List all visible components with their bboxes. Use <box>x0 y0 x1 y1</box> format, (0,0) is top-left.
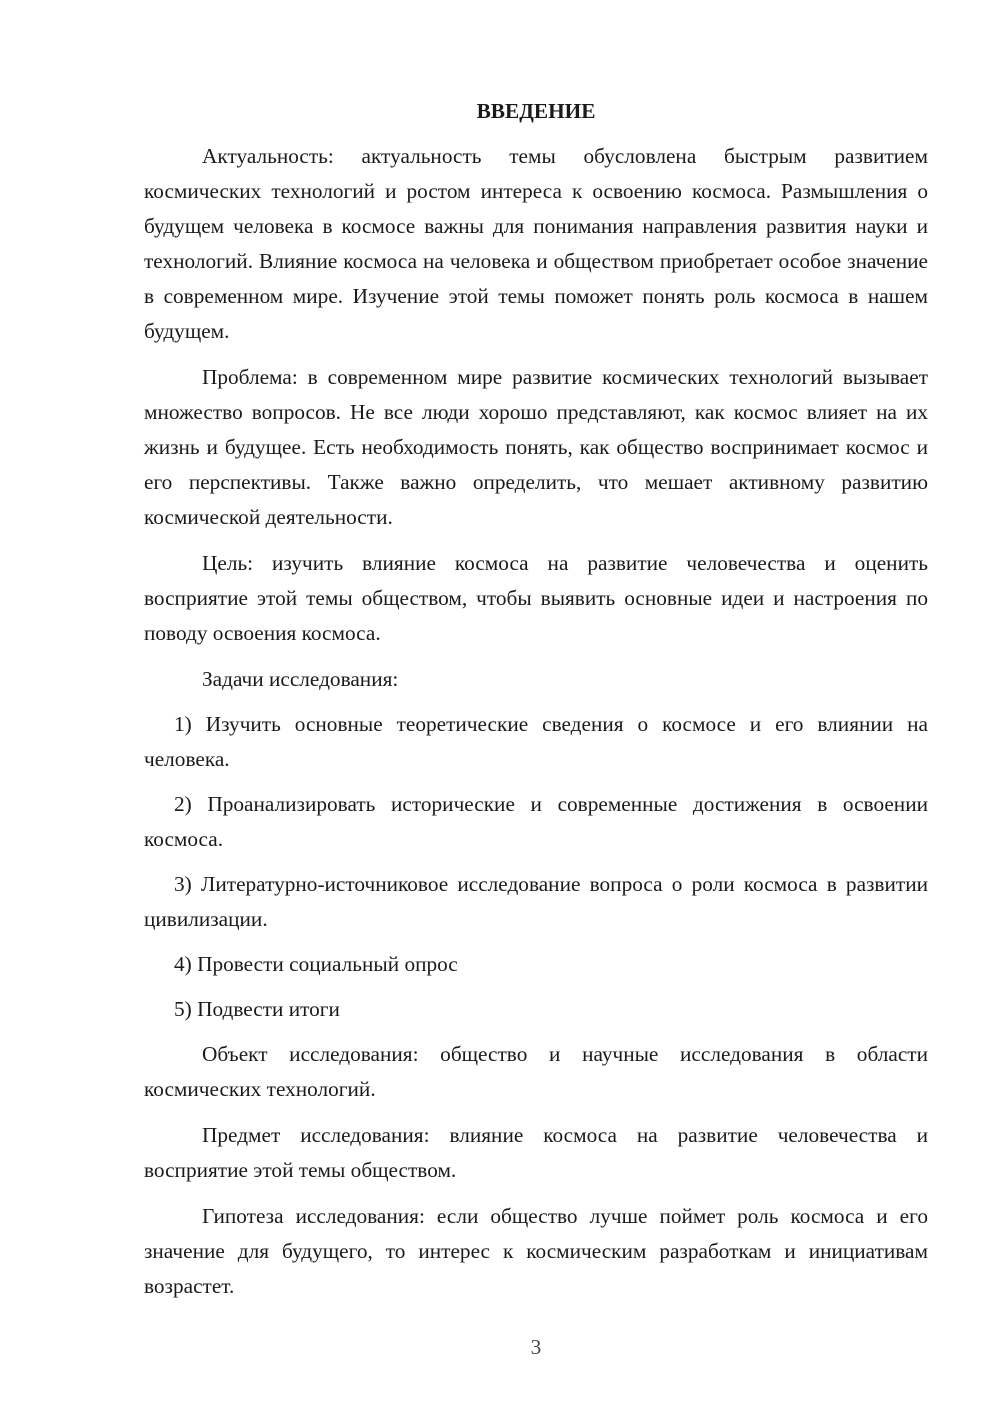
page-body <box>144 94 928 1315</box>
task-item: 2) Проанализировать исторические и современные достижения в освоении космоса. <box>144 792 928 851</box>
task-item: 3) Литературно-источниковое исследование вопроса о роли космоса в развитии цивилизации. <box>144 872 928 931</box>
goal-paragraph: Цель: изучить влияние космоса на развитие человечества и оценить восприятие этой темы обществом, чтобы выявить основные идеи и настроения по поводу освоения космоса. <box>144 551 928 645</box>
task-item: 1) Изучить основные теоретические сведения о космосе и его влиянии на человека. <box>144 712 928 771</box>
tasks-list <box>144 707 928 1027</box>
relevance-paragraph: Актуальность: актуальность темы обусловлена быстрым развитием космических технологий и ростом интереса к освоению космоса. Размышления о будущем человека в космосе важны для понимания направления развития науки и технологий. Влияние космоса на человека и обществом приобретает особое значение в современном мире. Изучение этой темы поможет понять роль космоса в нашем будущем. <box>144 144 928 343</box>
task-item: 4) Провести социальный опрос <box>174 952 458 976</box>
task-item: 5) Подвести итоги <box>174 997 340 1021</box>
problem-paragraph: Проблема: в современном мире развитие космических технологий вызывает множество вопросов. Не все люди хорошо представляют, как космос влияет на их жизнь и будущее. Есть необходимость понять, как общество воспринимает космос и его перспективы. Также важно определить, что мешает активному развитию космической деятельности. <box>144 365 928 529</box>
tasks-title: Задачи исследования: <box>202 667 399 691</box>
object-paragraph: Объект исследования: общество и научные исследования в области космических технологий. <box>144 1042 928 1101</box>
hypothesis-paragraph: Гипотеза исследования: если общество лучше поймет роль космоса и его значение для будущего, то интерес к космическим разработкам и инициативам возрастет. <box>144 1204 928 1298</box>
section-heading: ВВЕДЕНИЕ <box>476 99 596 123</box>
subject-paragraph: Предмет исследования: влияние космоса на развитие человечества и восприятие этой темы обществом. <box>144 1123 928 1182</box>
page-number: 3 <box>530 1335 542 1359</box>
